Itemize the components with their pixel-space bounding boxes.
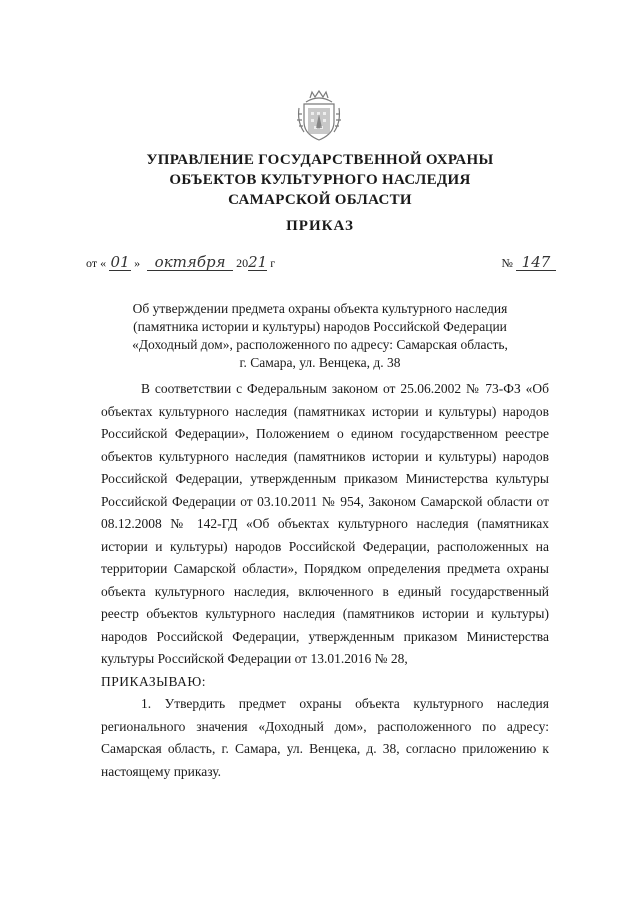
subject-line-2: (памятника истории и культуры) народов Российской Федерации: [133, 319, 507, 334]
document-body: [101, 378, 549, 783]
date-year-end: г: [270, 256, 276, 270]
date-month: октября: [147, 254, 233, 271]
number-label: №: [501, 256, 513, 270]
date-number-line: [86, 250, 556, 276]
item-1-paragraph: 1. Утвердить предмет охраны объекта культурного наследия регионального значения «Доходный дом», расположенного по адресу: Самарская область, г. Самара, ул. Венцека, д. 38, согласно приложению к настоящему приказу.: [101, 696, 549, 779]
number-field: [502, 254, 556, 271]
organization-name: [110, 150, 530, 210]
org-line-2: ОБЪЕКТОВ КУЛЬТУРНОГО НАСЛЕДИЯ: [169, 172, 471, 188]
preamble-paragraph: В соответствии с Федеральным законом от 25.06.2002 № 73-ФЗ «Об объектах культурного наследия (памятниках истории и культуры) народов Российской Федерации», Положением о едином государственном реестре объектов культурного наследия (памятников истории и культуры) народов Российской Федерации, утвержденным приказом Министерства культуры Российской Федерации от 03.10.2011 № 954, Законом Самарской области от 08.12.2008 № 142-ГД «Об объектах культурного наследия (памятниках истории и культуры) народов Российской Федерации, расположенных на территории Самарской области», Порядком определения предмета охраны объекта культурного наследия, включенного в единый государственный реестр объектов культурного наследия (памятников истории и культуры) народов Российской Федерации, утвержденным приказом Министерства культуры Российской Федерации от 13.01.2016 № 28,: [101, 381, 549, 666]
date-sep: »: [134, 256, 141, 270]
subject-line-4: г. Самара, ул. Венцека, д. 38: [239, 355, 401, 370]
subject-line-1: Об утверждении предмета охраны объекта культурного наследия: [132, 301, 508, 316]
date-day: 01: [110, 253, 130, 271]
document-subject: [100, 300, 540, 372]
date-year-prefix: 20: [236, 256, 249, 270]
document-number: 147: [516, 254, 556, 271]
date-prefix: от «: [86, 256, 107, 270]
org-line-3: САМАРСКОЙ ОБЛАСТИ: [228, 192, 412, 208]
org-line-1: УПРАВЛЕНИЕ ГОСУДАРСТВЕННОЙ ОХРАНЫ: [146, 152, 494, 168]
order-word: ПРИКАЗЫВАЮ:: [101, 673, 206, 689]
coat-of-arms-emblem: [296, 88, 342, 144]
date-year-suffix: 21: [248, 253, 268, 271]
date-field: [86, 254, 275, 271]
document-type-title: ПРИКАЗ: [286, 218, 354, 234]
subject-line-3: «Доходный дом», расположенного по адресу: Самарская область,: [132, 337, 508, 352]
